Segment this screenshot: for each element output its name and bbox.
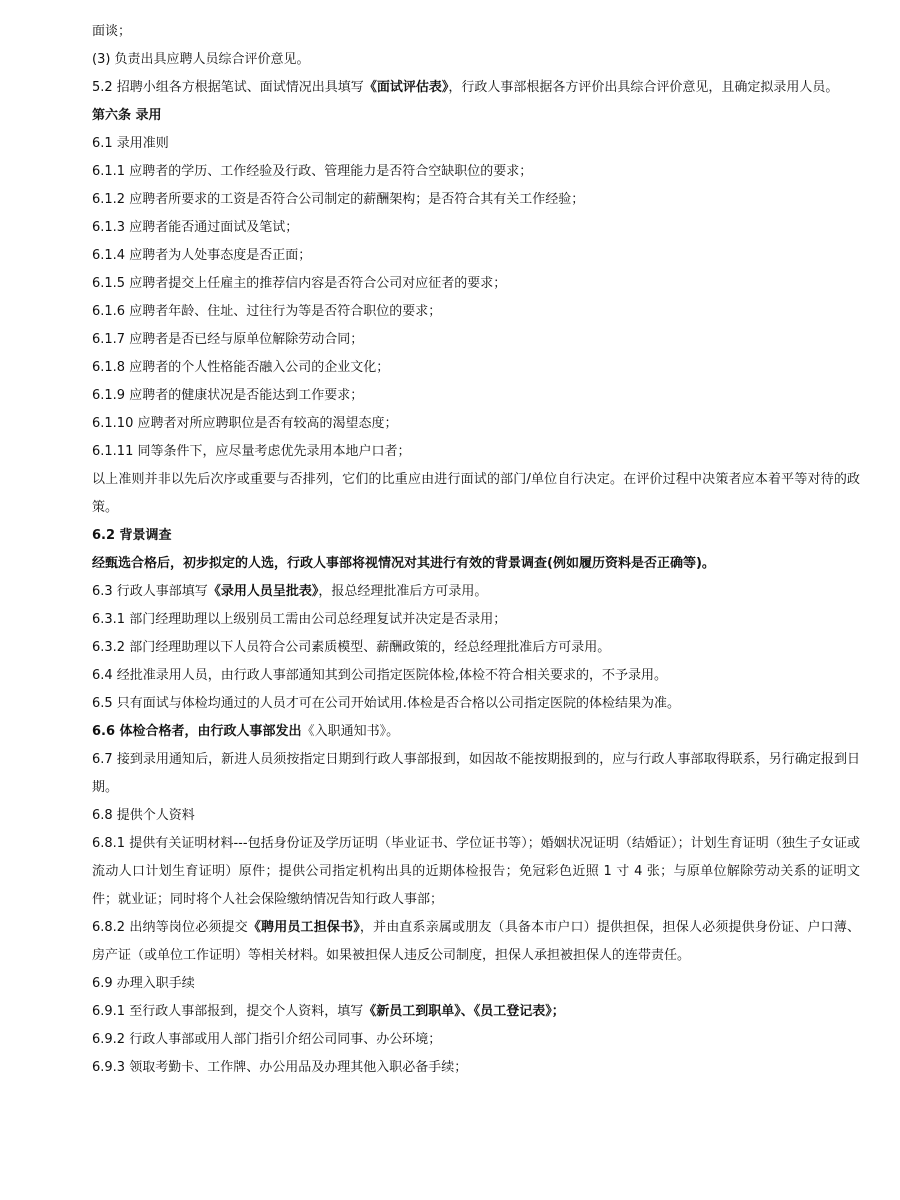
document-paragraph: 6.1.1 应聘者的学历、工作经验及行政、管理能力是否符合空缺职位的要求； [92, 164, 533, 179]
document-paragraph: 6.1.5 应聘者提交上任雇主的推荐信内容是否符合公司对应征者的要求； [92, 276, 507, 291]
bold-text: 《面试评估表》 [363, 80, 449, 95]
paragraph-text: 《入职通知书》。 [301, 724, 400, 739]
paragraph-text: ，并由直系亲属或朋友（具备本市户口）提供担保，担保人必须提供身份证、户口薄、房产证（或单位工作证明）等相关材料。如果被担保人违反公司制度，担保人承担被担保人的连带责任。 [92, 920, 860, 963]
paragraph-text: 6.3 行政人事部填写 [92, 584, 208, 599]
document-paragraph: 6.1.10 应聘者对所应聘职位是否有较高的渴望态度； [92, 416, 398, 431]
document-paragraph: 6.4 经批准录用人员，由行政人事部通知其到公司指定医院体检,体检不符合相关要求的，不予录用。 [92, 668, 667, 683]
document-paragraph [92, 998, 860, 1026]
bold-text: 《录用人员呈批表》 [207, 584, 319, 599]
paragraph-text: ，报总经理批准后方可录用。 [318, 584, 488, 599]
document-paragraph [92, 914, 860, 970]
document-paragraph: 6.3.1 部门经理助理以上级别员工需由公司总经理复试并决定是否录用； [92, 612, 507, 627]
document-paragraph: 以上准则并非以先后次序或重要与否排列，它们的比重应由进行面试的部门/单位自行决定。在评价过程中决策者应本着平等对待的政策。 [92, 472, 860, 515]
document-paragraph: 6.1.2 应聘者所要求的工资是否符合公司制定的薪酬架构；是否符合其有关工作经验； [92, 192, 585, 207]
document-paragraph [92, 74, 860, 102]
document-paragraph: 6.9.3 领取考勤卡、工作牌、办公用品及办理其他入职必备手续； [92, 1060, 468, 1075]
document-body [92, 18, 860, 1082]
document-paragraph: 6.1 录用准则 [92, 136, 169, 151]
paragraph-text: 5.2 招聘小组各方根据笔试、面试情况出具填写 [92, 80, 364, 95]
document-paragraph: 6.1.4 应聘者为人处事态度是否正面； [92, 248, 312, 263]
document-paragraph: 6.1.7 应聘者是否已经与原单位解除劳动合同； [92, 332, 364, 347]
paragraph-text: ，行政人事部根据各方评价出具综合评价意见，且确定拟录用人员。 [448, 80, 839, 95]
document-paragraph: 6.1.11 同等条件下，应尽量考虑优先录用本地户口者； [92, 444, 411, 459]
bold-text: 《新员工到职单》、《员工登记表》； [363, 1004, 565, 1019]
document-paragraph: 6.1.9 应聘者的健康状况是否能达到工作要求； [92, 388, 364, 403]
paragraph-text: 6.9.1 至行政人事部报到，提交个人资料，填写 [92, 1004, 364, 1019]
document-paragraph: (3) 负责出具应聘人员综合评价意见。 [92, 52, 310, 67]
document-paragraph: 6.3.2 部门经理助理以下人员符合公司素质模型、薪酬政策的，经总经理批准后方可录用。 [92, 640, 611, 655]
document-paragraph: 6.9.2 行政人事部或用人部门指引介绍公司同事、办公环境； [92, 1032, 442, 1047]
document-paragraph: 6.5 只有面试与体检均通过的人员才可在公司开始试用.体检是否合格以公司指定医院的体检结果为准。 [92, 696, 680, 711]
document-paragraph: 面谈； [92, 24, 132, 39]
document-paragraph: 6.9 办理入职手续 [92, 976, 195, 991]
document-paragraph: 6.8 提供个人资料 [92, 808, 195, 823]
document-paragraph: 6.1.3 应聘者能否通过面试及笔试； [92, 220, 299, 235]
bold-text: 《聘用员工担保书》 [247, 920, 360, 935]
paragraph-text: 6.8.2 出纳等岗位必须提交 [92, 920, 248, 935]
document-paragraph: 6.1.6 应聘者年龄、住址、过往行为等是否符合职位的要求； [92, 304, 442, 319]
document-paragraph [92, 578, 860, 606]
document-paragraph: 6.7 接到录用通知后，新进人员须按指定日期到行政人事部报到，如因故不能按期报到的，应与行政人事部取得联系，另行确定报到日期。 [92, 752, 860, 795]
document-paragraph: 第六条 录用 [92, 108, 162, 123]
document-paragraph: 经甄选合格后，初步拟定的人选，行政人事部将视情况对其进行有效的背景调查(例如履历资料是否正确等)。 [92, 556, 715, 571]
document-paragraph [92, 718, 860, 746]
document-paragraph: 6.2 背景调查 [92, 528, 172, 543]
document-paragraph: 6.8.1 提供有关证明材料---包括身份证及学历证明（毕业证书、学位证书等）；婚姻状况证明（结婚证）；计划生育证明（独生子女证或流动人口计划生育证明）原件；提供公司指定机构出具的近期体检报告；免冠彩色近照 1 寸 4 张；与原单位解除劳动关系的证明文件；就业证；同时将个人社会保险缴纳情况告知行政人事部； [92, 836, 860, 907]
bold-text: 6.6 体检合格者，由行政人事部发出 [92, 724, 302, 739]
document-paragraph: 6.1.8 应聘者的个人性格能否融入公司的企业文化； [92, 360, 390, 375]
